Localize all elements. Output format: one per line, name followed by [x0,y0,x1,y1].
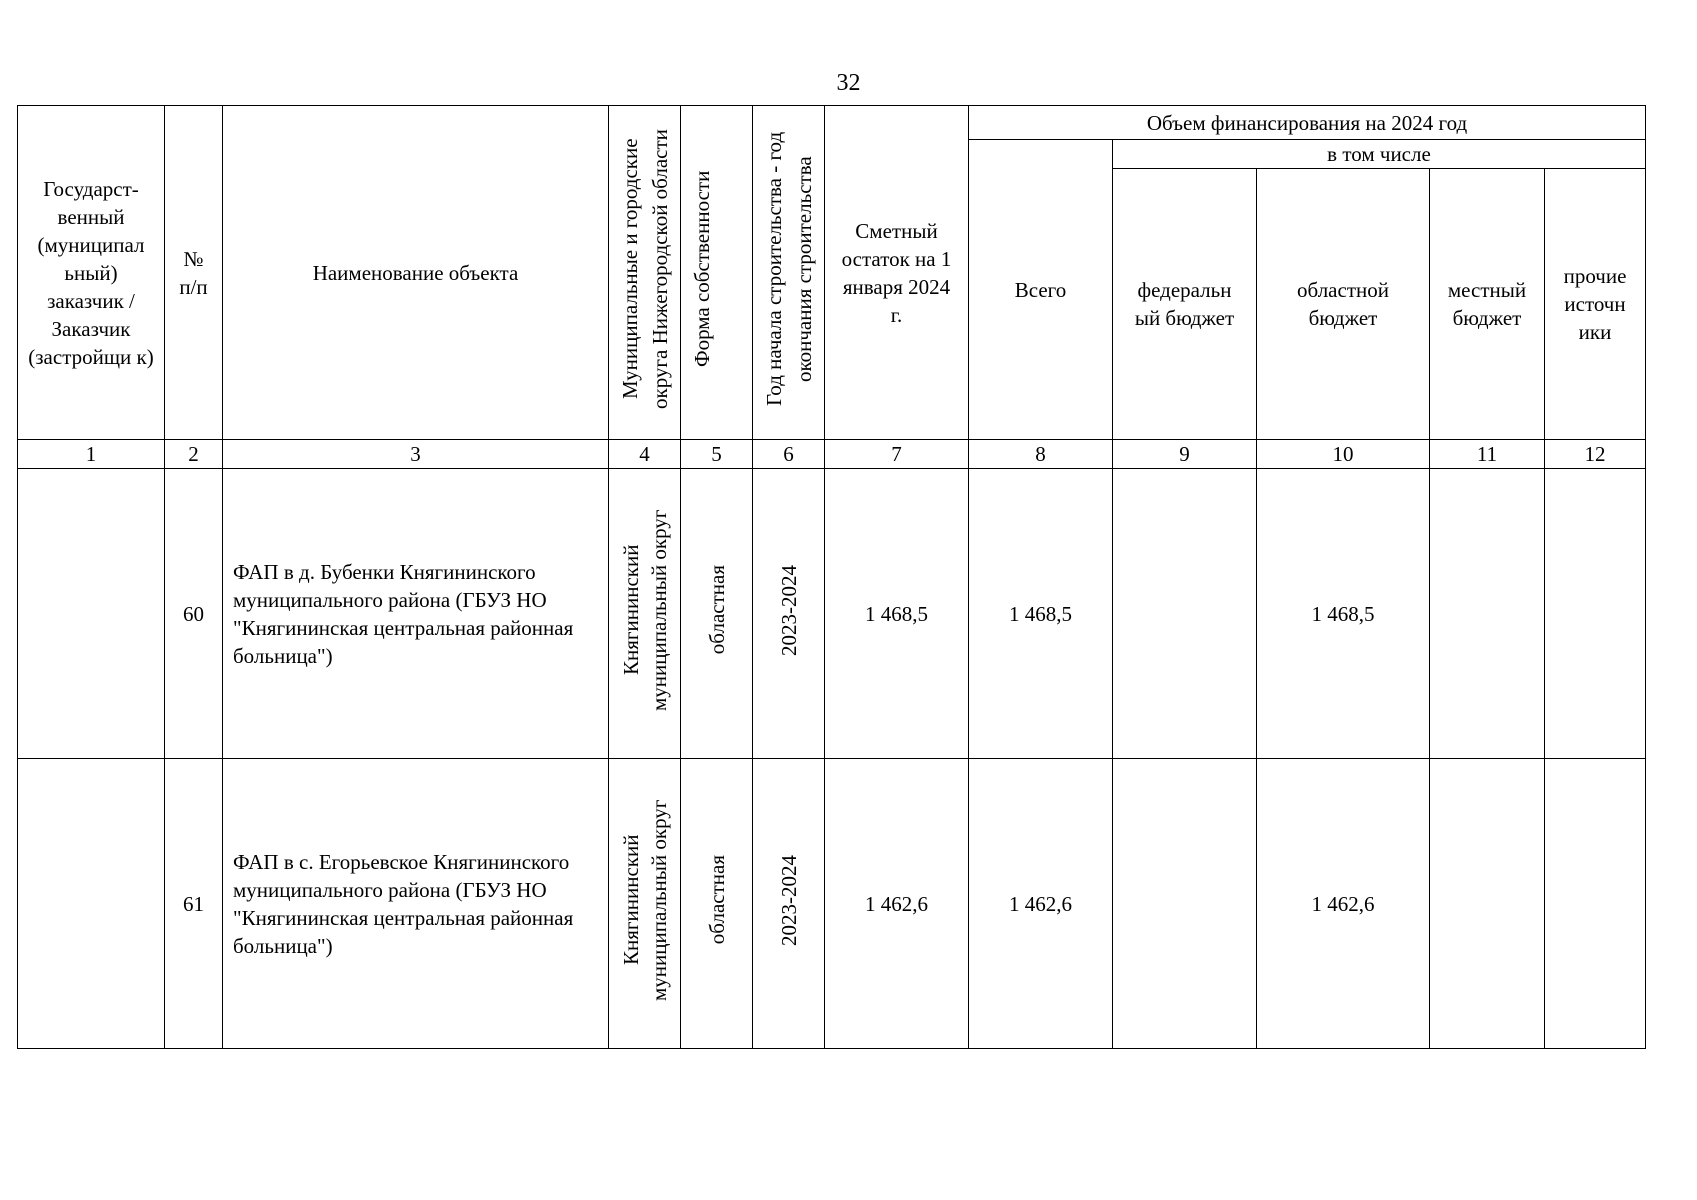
cell-municipality [609,759,681,1049]
column-number: 5 [681,440,753,469]
header-other [1545,169,1646,440]
cell-ownership [681,469,753,759]
financing-table [17,105,1646,1049]
header-customer-text: Государст-венный (муниципал ьный) заказчик / Заказчик (застройщи к) [28,176,154,369]
header-remaining-estimate [825,106,969,440]
column-numbers-row [18,440,1646,469]
header-municipality-text: Муниципальные и городские округа Нижегородской области [617,129,672,409]
cell-ownership-text: областная [704,565,729,655]
cell-federal [1113,759,1257,1049]
header-years-text: Год начала строительства - год окончания строительства [761,131,816,407]
header-total-text: Всего [1014,277,1067,302]
column-number: 11 [1430,440,1545,469]
table-row [18,469,1646,759]
cell-number: 61 [165,759,223,1049]
cell-regional: 1 462,6 [1257,759,1430,1049]
column-number: 10 [1257,440,1430,469]
column-number: 12 [1545,440,1646,469]
header-ownership-text: Форма собственности [689,170,714,368]
header-local-text: местный бюджет [1447,278,1527,330]
header-including-text: в том числе [1327,142,1431,166]
header-years [753,106,825,440]
header-customer [18,106,165,440]
cell-other [1545,759,1646,1049]
cell-years-text: 2023-2024 [776,564,801,656]
cell-local [1430,469,1545,759]
header-total [969,140,1113,440]
cell-local [1430,759,1545,1049]
cell-remaining-estimate: 1 462,6 [825,759,969,1049]
cell-customer [18,759,165,1049]
header-other-text: прочие источн ики [1563,264,1627,344]
column-number: 6 [753,440,825,469]
cell-regional: 1 468,5 [1257,469,1430,759]
cell-municipality [609,469,681,759]
cell-ownership [681,759,753,1049]
cell-years [753,469,825,759]
cell-ownership-text: областная [704,855,729,945]
cell-years-text: 2023-2024 [776,854,801,946]
cell-years [753,759,825,1049]
cell-other [1545,469,1646,759]
cell-total: 1 462,6 [969,759,1113,1049]
column-number: 3 [223,440,609,469]
header-number [165,106,223,440]
table-row [18,759,1646,1049]
header-municipality [609,106,681,440]
cell-customer [18,469,165,759]
header-financing-group [969,106,1646,140]
cell-object-name: ФАП в с. Егорьевское Княгининского муниципального района (ГБУЗ НО "Княгининская центральная районная больница") [223,759,609,1049]
cell-remaining-estimate: 1 468,5 [825,469,969,759]
cell-object-name: ФАП в д. Бубенки Княгининского муниципального района (ГБУЗ НО "Княгининская центральная районная больница") [223,469,609,759]
column-number: 2 [165,440,223,469]
column-number: 7 [825,440,969,469]
column-number: 1 [18,440,165,469]
header-regional-text: областной бюджет [1297,278,1389,330]
cell-federal [1113,469,1257,759]
header-local [1430,169,1545,440]
header-federal [1113,169,1257,440]
header-ownership [681,106,753,440]
cell-municipality-text: Княгининский муниципальный округ [618,509,671,711]
cell-number: 60 [165,469,223,759]
header-object-name-text: Наименование объекта [312,260,519,285]
header-financing-group-text: Объем финансирования на 2024 год [1146,110,1468,135]
header-number-text: № п/п [179,246,208,299]
header-object-name [223,106,609,440]
column-number: 4 [609,440,681,469]
column-number: 9 [1113,440,1257,469]
header-including [1113,140,1646,169]
header-remaining-estimate-text: Сметный остаток на 1 января 2024 г. [841,218,952,327]
header-federal-text: федеральн ый бюджет [1134,278,1235,330]
header-regional [1257,169,1430,440]
column-number: 8 [969,440,1113,469]
page-number: 32 [836,70,861,96]
cell-total: 1 468,5 [969,469,1113,759]
cell-municipality-text: Княгининский муниципальный округ [618,799,671,1001]
